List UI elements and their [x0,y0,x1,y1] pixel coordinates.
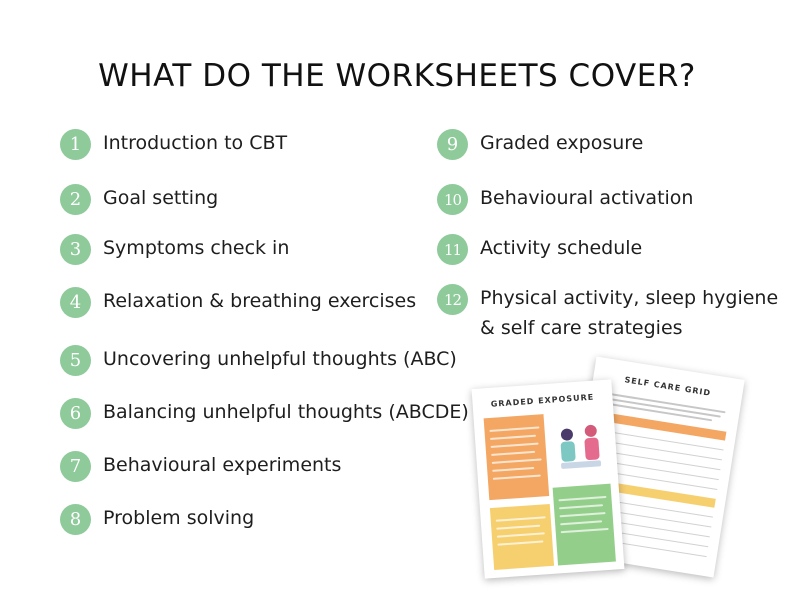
item-label: Behavioural activation [480,187,694,209]
item-label: Balancing unhelpful thoughts (ABCDE) [103,401,469,423]
list-item [437,129,643,160]
list-item [60,184,218,215]
number-badge: 4 [60,287,91,318]
item-label: Problem solving [103,507,255,529]
list-item [60,504,254,535]
item-label: Activity schedule [480,237,643,259]
list-item [60,234,289,265]
list-item [437,234,642,265]
worksheet-preview-front [472,379,625,578]
item-label: Symptoms check in [103,237,290,259]
item-label: Graded exposure [480,132,644,154]
number-badge: 2 [60,184,91,215]
header-band [597,411,727,440]
item-label: Introduction to CBT [103,132,288,154]
people-illustration-icon [550,418,610,482]
number-badge: 10 [437,184,468,215]
page-title: WHAT DO THE WORKSHEETS COVER? [98,58,696,94]
number-badge: 9 [437,129,468,160]
number-badge: 7 [60,451,91,482]
item-label: Uncovering unhelpful thoughts (ABC) [103,348,457,370]
sheet-title: GRADED EXPOSURE [490,392,595,409]
item-label: Physical activity, sleep hygiene & self care strategies [480,287,779,339]
list-item [60,129,287,160]
list-item [60,398,469,429]
number-badge: 8 [60,504,91,535]
number-badge: 6 [60,398,91,429]
number-badge: 3 [60,234,91,265]
list-item [437,184,693,215]
number-badge: 11 [437,234,468,265]
list-item [437,284,780,343]
number-badge: 5 [60,345,91,376]
number-badge: 1 [60,129,91,160]
item-label: Behavioural experiments [103,454,342,476]
sheet-title: SELF CARE GRID [623,375,712,398]
list-item [60,287,416,318]
number-badge: 12 [437,284,468,315]
item-label: Relaxation & breathing exercises [103,290,417,312]
item-label: Goal setting [103,187,219,209]
list-item [60,345,457,376]
list-item [60,451,341,482]
